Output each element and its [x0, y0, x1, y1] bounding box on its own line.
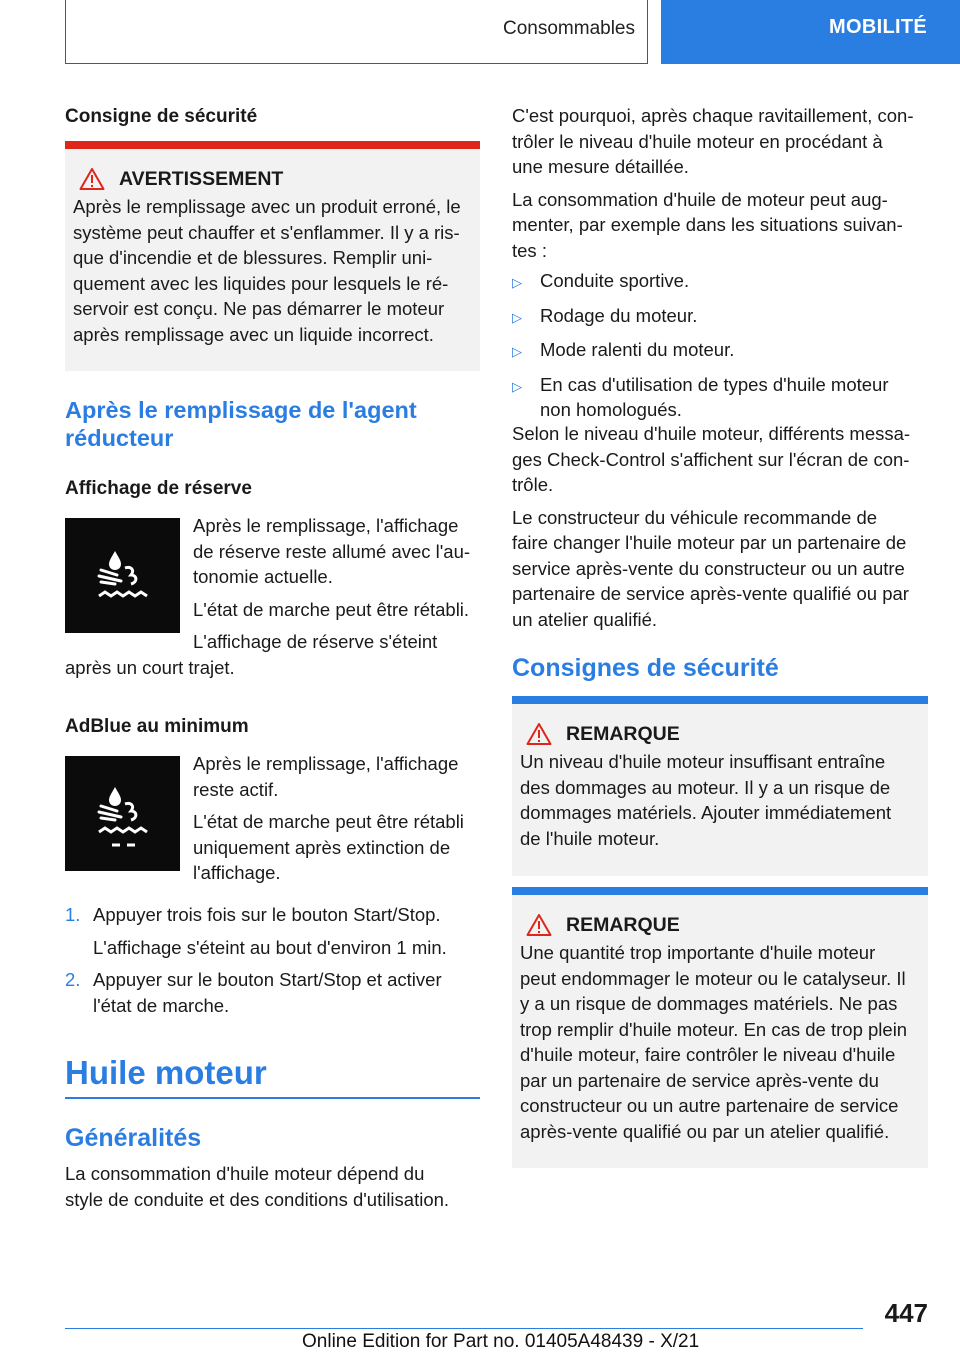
general-line: La consommation d'huile moteur dépend du [65, 1163, 425, 1184]
warning-title-row [73, 167, 472, 191]
adblue-text [193, 751, 483, 886]
step-number: 1. [65, 904, 81, 925]
note-line: dommages matériels. Ajouter immédiatement [520, 802, 892, 823]
reserve-line: tonomie actuelle. [193, 566, 333, 587]
safety-heading: Consigne de sécurité [65, 106, 258, 127]
consumption-line: La consommation d'huile de moteur peut aug- [512, 188, 888, 210]
note-line: par un partenaire de service après-vente du [520, 1069, 879, 1091]
note-line: Une quantité trop importante d'huile moteur [520, 942, 876, 963]
step-text: Appuyer sur le bouton Start/Stop et activer [93, 969, 442, 990]
footer-edition: Online Edition for Part no. 01405A48439 - X/21 [302, 1331, 700, 1352]
warning-line: servoir est conçu. Ne pas démarrer le moteur [73, 298, 445, 319]
note-line: de l'huile moteur. [520, 827, 660, 849]
note-bar [512, 887, 928, 895]
adblue-line: L'état de marche peut être rétabli [193, 811, 464, 832]
maker-line: un atelier qualifié. [512, 608, 658, 630]
intro-line: C'est pourquoi, après chaque ravitaillement, con- [512, 105, 914, 126]
bullet-triangle-icon: ▷ [512, 378, 522, 394]
note-box-2 [512, 887, 928, 1168]
right-intro [512, 103, 932, 263]
section-heading-line: réducteur [65, 425, 174, 451]
reserve-line: L'état de marche peut être rétabli. [193, 598, 470, 620]
warning-triangle-icon [526, 913, 552, 937]
bullet-text: Conduite sportive. [540, 270, 690, 291]
steps-list [65, 902, 485, 1018]
right-safety-heading: Consignes de sécurité [512, 654, 779, 682]
note-bar [512, 696, 928, 704]
note-line: trop remplir d'huile moteur. En cas de trop plein [520, 1018, 908, 1040]
note-text [520, 749, 920, 851]
note-text [520, 940, 920, 1144]
warning-text [73, 194, 472, 347]
adblue-line: reste actif. [193, 778, 279, 800]
adblue-line: Après le remplissage, l'affichage [193, 753, 459, 774]
step-text: l'état de marche. [93, 994, 230, 1016]
conditions-list [512, 268, 932, 423]
header-section-box [65, 0, 648, 64]
note-line: peut endommager le moteur ou le catalyseur. Il [520, 967, 906, 989]
adblue-minimum-icon-graphic [65, 756, 180, 871]
warning-title: AVERTISSEMENT [119, 167, 284, 190]
step-item [65, 967, 485, 1018]
footer-rule [65, 1328, 863, 1329]
note-line: d'huile moteur, faire contrôler le niveau d'huile [520, 1044, 896, 1065]
section-heading-reducer [65, 396, 417, 452]
step-item [65, 902, 485, 960]
warning-triangle-icon [79, 167, 105, 191]
bullet-item [512, 268, 932, 296]
note-line: des dommages au moteur. Il y a un risque de [520, 776, 891, 798]
bullet-item [512, 372, 932, 423]
note-line: Un niveau d'huile moteur insuffisant entraîne [520, 751, 886, 772]
oil-heading-rule [65, 1097, 480, 1099]
note-line: constructeur ou un autre partenaire de service [520, 1095, 899, 1116]
header-tab[interactable] [661, 0, 960, 64]
note-line: y a un risque de dommages matériels. Ne pas [520, 993, 898, 1014]
reserve-line: Après le remplissage, l'affichage [193, 515, 459, 536]
header-section-title: Consommables [503, 18, 635, 39]
warning-bar [65, 141, 480, 149]
section-heading-line: Après le remplissage de l'agent [65, 397, 417, 423]
header-tab-label: MOBILITÉ [829, 16, 927, 38]
warning-line: quement avec les liquides pour lesquels le ré- [73, 272, 449, 294]
right-level-text [512, 421, 932, 632]
reserve-indicator-icon [65, 518, 180, 633]
step-number: 2. [65, 969, 81, 990]
note-line: après-vente qualifié ou par un atelier qualifié. [520, 1120, 890, 1142]
adblue-heading: AdBlue au minimum [65, 716, 249, 737]
bullet-triangle-icon: ▷ [512, 309, 522, 325]
note-title-row [520, 913, 920, 937]
level-line: Selon le niveau d'huile moteur, différents messa- [512, 423, 911, 444]
maker-line: service après-vente du constructeur ou un autre [512, 557, 905, 579]
bullet-text: Rodage du moteur. [540, 304, 698, 326]
adblue-line: l'affichage. [193, 862, 281, 883]
note-title: REMARQUE [566, 722, 680, 745]
maker-line: faire changer l'huile moteur par un partenaire de [512, 532, 907, 553]
bullet-text: non homologués. [540, 399, 682, 420]
note-title-row [520, 722, 920, 746]
reserve-line: de réserve reste allumé avec l'au- [193, 540, 471, 562]
warning-box [65, 141, 480, 371]
page-number: 447 [884, 1298, 928, 1328]
maker-line: partenaire de service après-vente qualifié ou par [512, 583, 909, 604]
bullet-text: En cas d'utilisation de types d'huile moteur [540, 373, 889, 395]
step-text: L'affichage s'éteint au bout d'environ 1 min. [93, 936, 447, 958]
bullet-text: Mode ralenti du moteur. [540, 339, 735, 360]
adblue-minimum-icon [65, 756, 180, 871]
adblue-line: uniquement après extinction de [193, 836, 451, 858]
bullet-triangle-icon: ▷ [512, 275, 522, 290]
warning-line: après remplissage avec un liquide incorrect. [73, 323, 434, 345]
level-line: ges Check-Control s'affichent sur l'écran de con- [512, 448, 910, 470]
level-line: trôle. [512, 474, 554, 495]
warning-triangle-icon [526, 722, 552, 746]
general-heading: Généralités [65, 1124, 202, 1152]
consumption-line: menter, par exemple dans les situations suivan- [512, 214, 903, 235]
bullet-triangle-icon: ▷ [512, 344, 522, 359]
reserve-text [193, 513, 483, 655]
general-text [65, 1161, 449, 1212]
intro-line: une mesure détaillée. [512, 156, 689, 177]
intro-line: trôler le niveau d'huile moteur en procédant à [512, 130, 883, 152]
step-text: Appuyer trois fois sur le bouton Start/Stop. [93, 904, 441, 925]
warning-line: que d'incendie et de blessures. Remplir uni- [73, 247, 433, 268]
adblue-reserve-icon [65, 518, 180, 633]
general-line: style de conduite et des conditions d'utilisation. [65, 1188, 450, 1210]
warning-line: système peut chauffer et s'enflammer. Il y a ris- [73, 221, 460, 243]
warning-line: Après le remplissage avec un produit erroné, le [73, 196, 461, 217]
reserve-line: L'affichage de réserve s'éteint [193, 631, 438, 652]
bullet-item [512, 337, 932, 365]
consumption-line: tes : [512, 239, 547, 261]
oil-heading: Huile moteur [65, 1054, 267, 1091]
reserve-text-wrap: après un court trajet. [65, 657, 235, 678]
reserve-heading: Affichage de réserve [65, 478, 252, 499]
note-title: REMARQUE [566, 913, 680, 936]
note-box-1 [512, 696, 928, 876]
maker-line: Le constructeur du véhicule recommande de [512, 506, 878, 528]
bullet-item [512, 303, 932, 331]
